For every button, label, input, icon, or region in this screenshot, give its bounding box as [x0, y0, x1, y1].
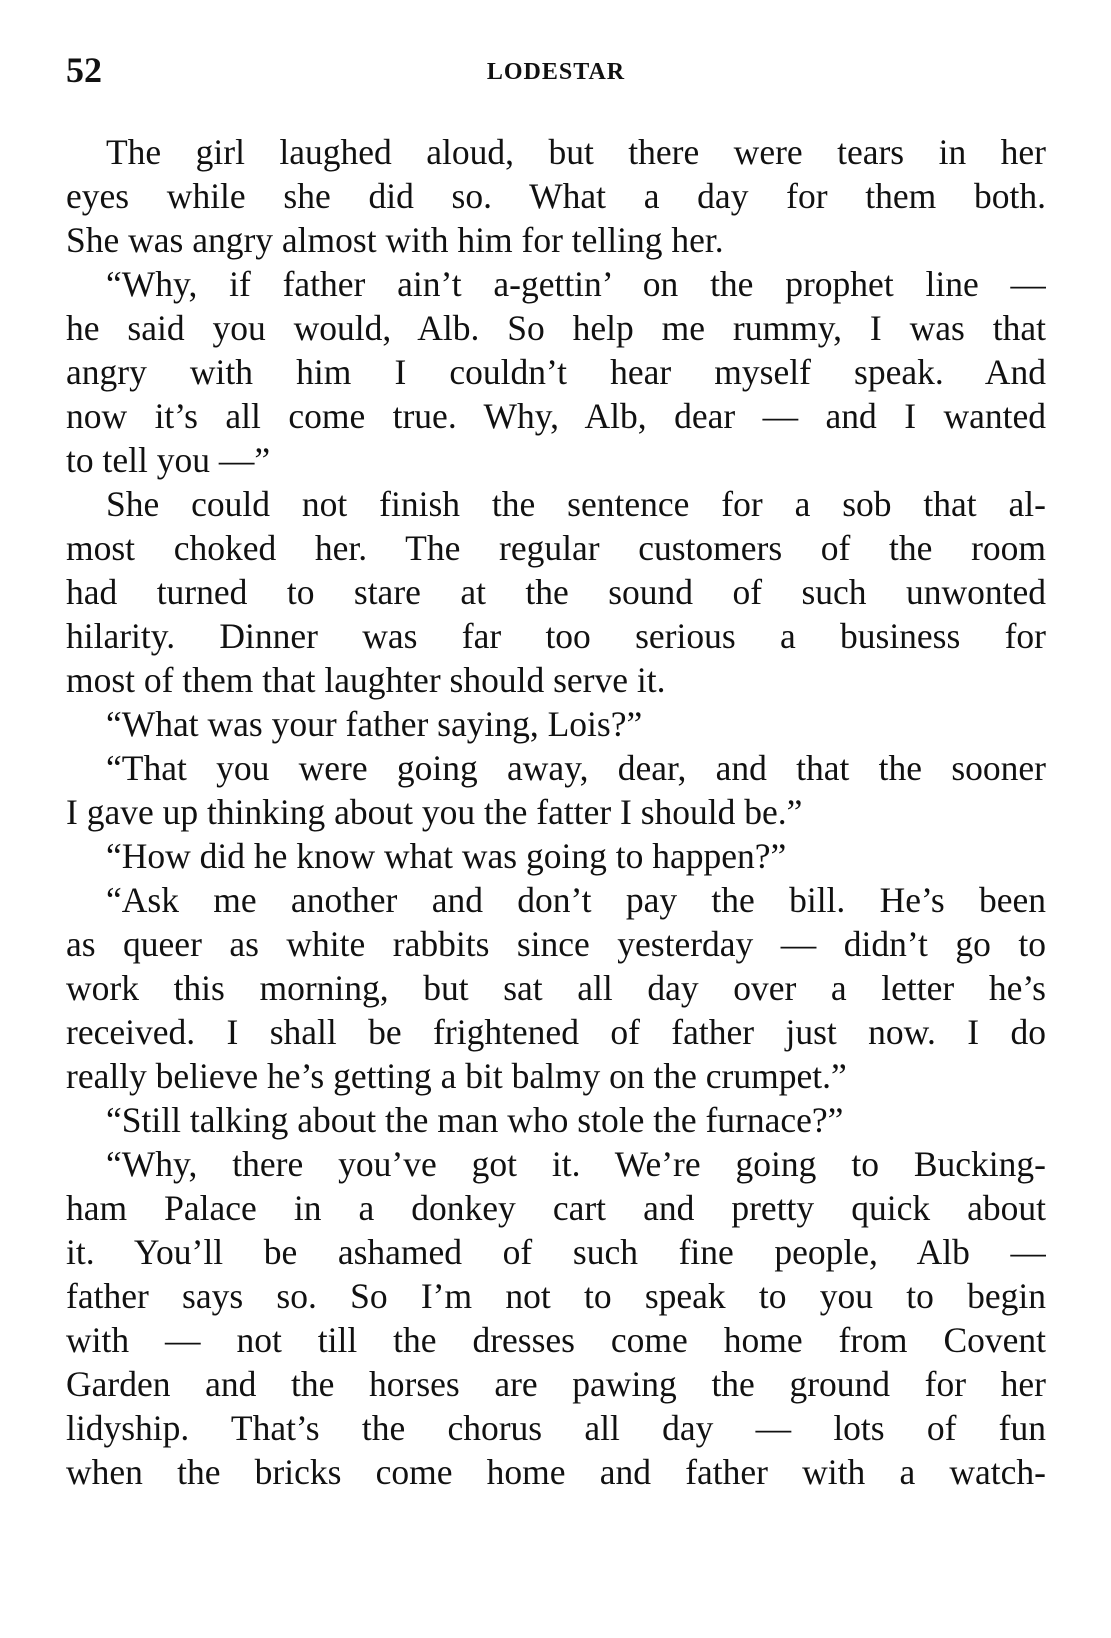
text-line: The girl laughed aloud, but there were tears in her	[106, 132, 1046, 172]
text-line: “Still talking about the man who stole the furnace?”	[106, 1100, 844, 1140]
text-line: it. You’ll be ashamed of such fine people, Alb —	[66, 1232, 1046, 1272]
text-line: most choked her. The regular customers of the room	[66, 528, 1046, 568]
text-line: “What was your father saying, Lois?”	[106, 704, 643, 744]
text-line: lidyship. That’s the chorus all day — lots of fun	[66, 1408, 1046, 1448]
text-line: as queer as white rabbits since yesterday — didn’t go to	[66, 924, 1046, 964]
text-line: most of them that laughter should serve it.	[66, 660, 666, 700]
body-text	[66, 130, 1046, 1494]
text-line: work this morning, but sat all day over a letter he’s	[66, 968, 1046, 1008]
text-line: eyes while she did so. What a day for them both.	[66, 176, 1046, 216]
page-number: 52	[66, 50, 102, 90]
text-line: I gave up thinking about you the fatter I should be.”	[66, 792, 803, 832]
text-line: “Ask me another and don’t pay the bill. He’s been	[106, 880, 1046, 920]
text-line: “Why, there you’ve got it. We’re going to Bucking-	[106, 1144, 1046, 1184]
page-header	[66, 48, 1046, 92]
text-line: to tell you —”	[66, 440, 271, 480]
text-line: with — not till the dresses come home from Covent	[66, 1320, 1046, 1360]
text-line: “Why, if father ain’t a-gettin’ on the prophet line —	[106, 264, 1046, 304]
text-line: received. I shall be frightened of father just now. I do	[66, 1012, 1046, 1052]
text-line: had turned to stare at the sound of such unwonted	[66, 572, 1046, 612]
running-head: LODESTAR	[486, 59, 626, 85]
text-line: ham Palace in a donkey cart and pretty quick about	[66, 1188, 1046, 1228]
text-line: Garden and the horses are pawing the ground for her	[66, 1364, 1046, 1404]
text-line: when the bricks come home and father with a watch-	[66, 1452, 1046, 1492]
text-line: “That you were going away, dear, and that the sooner	[106, 748, 1046, 788]
text-line: angry with him I couldn’t hear myself speak. And	[66, 352, 1046, 392]
text-line: father says so. So I’m not to speak to you to begin	[66, 1276, 1046, 1316]
text-line: he said you would, Alb. So help me rummy, I was that	[66, 308, 1046, 348]
text-line: hilarity. Dinner was far too serious a business for	[66, 616, 1046, 656]
text-line: “How did he know what was going to happen?”	[106, 836, 787, 876]
text-line: really believe he’s getting a bit balmy on the crumpet.”	[66, 1056, 847, 1096]
text-line: now it’s all come true. Why, Alb, dear — and I wanted	[66, 396, 1046, 436]
text-line: She could not finish the sentence for a sob that al-	[106, 484, 1046, 524]
text-line: She was angry almost with him for telling her.	[66, 220, 724, 260]
